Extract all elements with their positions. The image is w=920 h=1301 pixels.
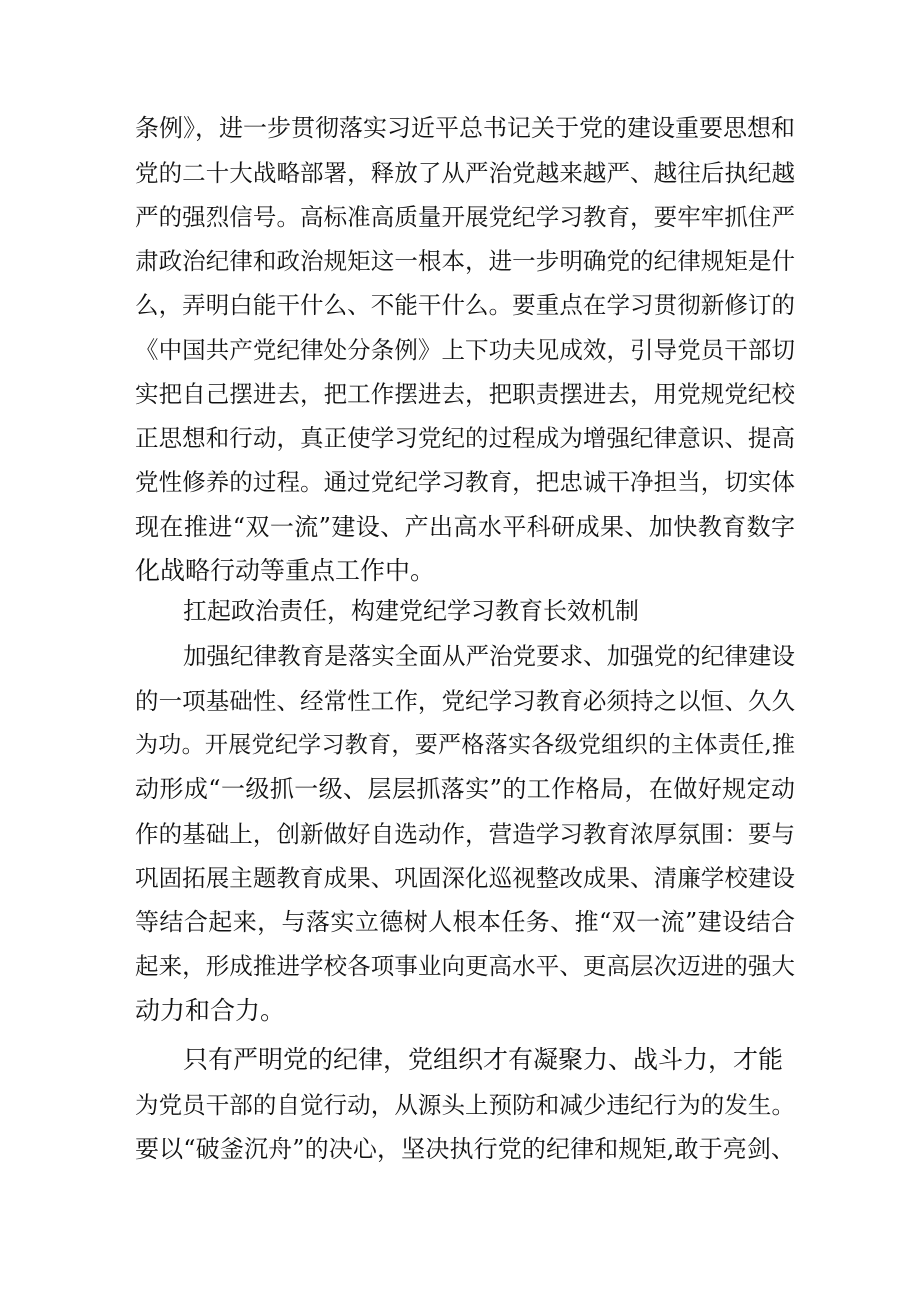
text-line: 党性修养的过程。通过党纪学习教育，把忠诚干净担当，切实体 [135, 468, 795, 496]
text-line: 为功。开展党纪学习教育，要严格落实各级党组织的主体责任,推 [135, 732, 795, 758]
text-line: 实把自己摆进去，把工作摆进去，把职责摆进去，用党规党纪校 [135, 380, 795, 408]
text-line: 的一项基础性、经常性工作，党纪学习教育必须持之以恒、久久 [135, 687, 795, 715]
text-line: 肃政治纪律和政治规矩这一根本，进一步明确党的纪律规矩是什 [135, 247, 795, 275]
text-line: 动力和合力。 [135, 996, 286, 1025]
text-line: 等结合起来，与落实立德树人根本任务、推“双一流”建设结合 [135, 908, 795, 936]
text-line: 严的强烈信号。高标准高质量开展党纪学习教育，要牢牢抓住严 [135, 203, 795, 231]
text-line: 加强纪律教育是落实全面从严治党要求、加强党的纪律建设 [183, 642, 795, 670]
text-line: 《中国共产党纪律处分条例》上下功夫见成效，引导党员干部切 [135, 336, 795, 364]
text-line: 条例》，进一步贯彻落实习近平总书记关于党的建设重要思想和 [135, 114, 795, 142]
text-line: 要以“破釜沉舟”的决心，坚决执行党的纪律和规矩,敢于亮剑、 [135, 1135, 795, 1163]
text-line: 正思想和行动，真正使学习党纪的过程成为增强纪律意识、提高 [135, 424, 795, 452]
text-line: 为党员干部的自觉行动，从源头上预防和减少违纪行为的发生。 [135, 1091, 795, 1119]
text-line: 作的基础上，创新做好自选动作，营造学习教育浓厚氛围：要与 [135, 820, 795, 848]
text-line: 只有严明党的纪律，党组织才有凝聚力、战斗力，才能 [183, 1045, 784, 1074]
text-line: 化战略行动等重点工作中。 [135, 556, 436, 585]
text-line: 现在推进“双一流”建设、产出高水平科研成果、加快教育数字 [135, 513, 795, 541]
section-heading: 扛起政治责任，构建党纪学习教育长效机制 [183, 597, 639, 625]
text-line: 党的二十大战略部署，释放了从严治党越来越严、越往后执纪越 [135, 159, 795, 187]
text-line: 起来，形成推进学校各项事业向更高水平、更高层次迈进的强大 [135, 952, 795, 980]
text-line: 巩固拓展主题教育成果、巩固深化巡视整改成果、清廉学校建设 [135, 864, 795, 892]
text-line: 么，弄明白能干什么、不能干什么。要重点在学习贯彻新修订的 [135, 291, 795, 319]
text-line: 动形成“一级抓一级、层层抓落实”的工作格局，在做好规定动 [135, 775, 795, 803]
